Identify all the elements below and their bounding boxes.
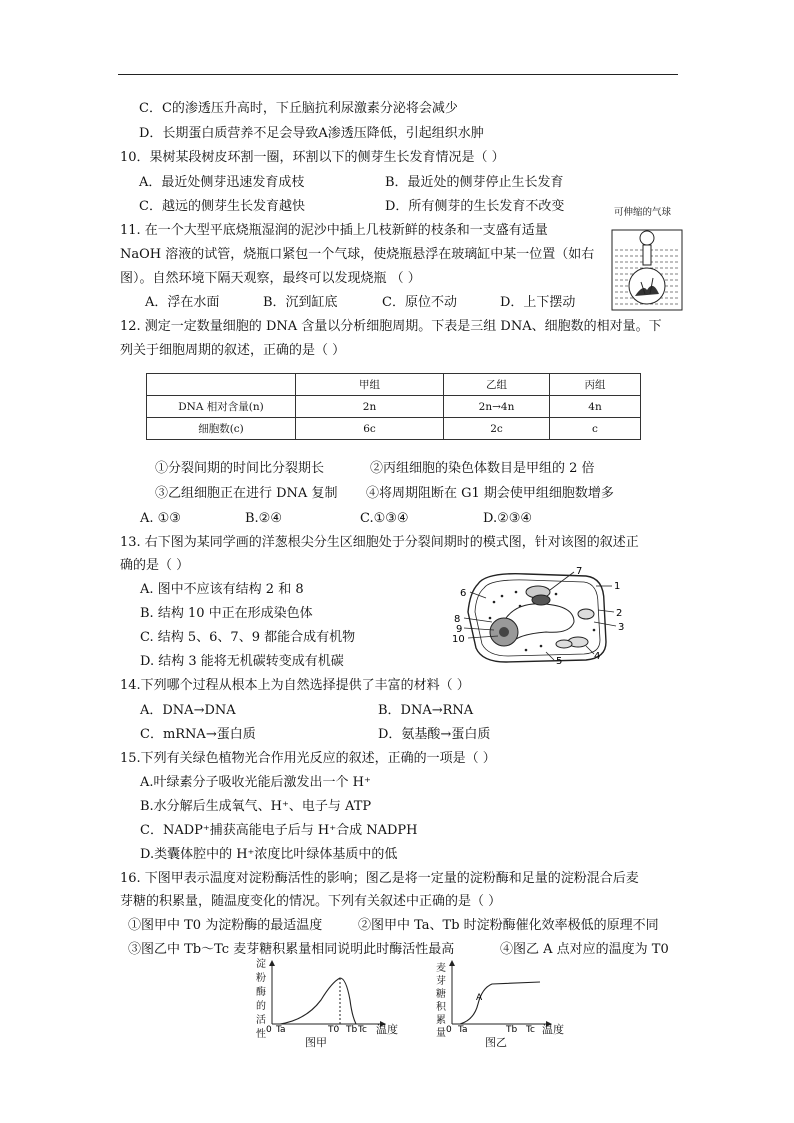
cell-label-10: 10 <box>452 634 465 645</box>
graph1-tick-tb: Tb <box>346 1025 358 1035</box>
graph1-tick-tc: Tc <box>358 1025 367 1035</box>
q10-option-d: D．所有侧芽的生长发育不改变 <box>385 199 565 214</box>
q16-statement-1: ①图甲中 T0 为淀粉酶的最适温度 <box>128 918 323 933</box>
graph1-tick-0: 0 <box>266 1025 272 1035</box>
q15-option-a: A.叶绿素分子吸收光能后激发出一个 H⁺ <box>140 775 371 790</box>
table-cell: c <box>550 418 641 440</box>
graph2-ylabel: 麦芽糖积累量 <box>436 963 446 1039</box>
q15-option-c: C．NADP⁺捕获高能电子后与 H⁺合成 NADPH <box>140 823 418 838</box>
q11-option-c: C．原位不动 <box>382 295 457 310</box>
table-header-cell: 丙组 <box>550 374 641 396</box>
q14-option-d: D．氨基酸→蛋白质 <box>378 727 491 742</box>
table-header-cell <box>147 374 296 396</box>
table-cell: 2c <box>444 418 550 440</box>
q15-option-d: D.类囊体腔中的 H⁺浓度比叶绿体基质中的低 <box>140 847 398 862</box>
table-header-cell: 乙组 <box>444 374 550 396</box>
graph1-xlabel: 温度 <box>376 1023 398 1036</box>
graph1-ylabel: 淀粉酶的活性 <box>256 959 266 1040</box>
cell-label-3: 3 <box>618 622 625 633</box>
q10-option-a: A．最近处侧芽迅速发育成枝 <box>139 175 305 190</box>
q16-statement-2: ②图甲中 Ta、Tb 时淀粉酶催化效率极低的原理不同 <box>358 918 659 933</box>
table-cell: 2n→4n <box>444 396 550 418</box>
q10-stem: 10．果树某段树皮环割一圈，环割以下的侧芽生长发育情况是（ ） <box>120 150 505 165</box>
q14-option-c: C．mRNA→蛋白质 <box>140 727 256 742</box>
balloon-label: 可伸缩的气球 <box>614 207 672 218</box>
q15-stem: 15.下列有关绿色植物光合作用光反应的叙述，正确的一项是（ ） <box>120 751 496 766</box>
q12-option-b: B.②④ <box>245 511 282 526</box>
q13-option-c: C. 结构 5、6、7、9 都能合成有机物 <box>140 630 356 645</box>
q12-statement-4: ④将周期阻断在 G1 期会使甲组细胞数增多 <box>366 486 614 501</box>
table-cell: 2n <box>296 396 444 418</box>
q14-stem: 14.下列哪个过程从根本上为自然选择提供了丰富的材料（ ） <box>120 678 470 693</box>
cell-label-8: 8 <box>454 614 461 625</box>
cell-label-9: 9 <box>456 624 463 635</box>
q13-option-d: D. 结构 3 能将无机碳转变成有机碳 <box>140 654 344 669</box>
cell-label-5: 5 <box>556 656 563 667</box>
q11-line2: NaOH 溶液的试管，烧瓶口紧包一个气球，使烧瓶悬浮在玻璃缸中某一位置（如右 <box>120 247 595 262</box>
table-cell: 6c <box>296 418 444 440</box>
graph1-caption: 图甲 <box>305 1036 327 1049</box>
q11-option-a: A．浮在水面 <box>145 295 220 310</box>
plant-cell-diagram <box>446 562 636 670</box>
q15-option-b: B.水分解后生成氧气、H⁺、电子与 ATP <box>140 799 372 814</box>
table-cell: DNA 相对含量(n) <box>147 396 296 418</box>
table-cell: 细胞数(c) <box>147 418 296 440</box>
table-row <box>147 396 641 418</box>
q16-line1: 16. 下图甲表示温度对淀粉酶活性的影响；图乙是将一定量的淀粉酶和足量的淀粉混合后麦 <box>120 871 639 886</box>
graph2-tick-ta: Ta <box>458 1025 468 1035</box>
q11-line3: 图）。自然环境下隔天观察，最终可以发现烧瓶 （ ） <box>120 271 421 286</box>
dna-table <box>146 373 641 440</box>
graph2-caption: 图乙 <box>485 1036 507 1049</box>
q11-line1: 11. 在一个大型平底烧瓶湿润的泥沙中插上几枝新鲜的枝条和一支盛有适量 <box>120 223 548 238</box>
q10-option-c: C．越远的侧芽生长发育越快 <box>139 199 305 214</box>
q12-option-c: C.①③④ <box>360 511 409 526</box>
q12-option-a: A. ①③ <box>140 511 181 526</box>
table-cell: 4n <box>550 396 641 418</box>
q16-line2: 芽糖的积累量，随温度变化的情况。下列有关叙述中正确的是（ ） <box>120 894 502 909</box>
cell-label-7: 7 <box>576 566 583 577</box>
graph1-tick-t0: T0 <box>328 1025 340 1035</box>
graph2-tick-tb: Tb <box>506 1025 518 1035</box>
q16-statement-4: ④图乙 A 点对应的温度为 T0 <box>500 942 669 957</box>
q12-statement-3: ③乙组细胞正在进行 DNA 复制 <box>155 486 338 501</box>
cell-label-1: 1 <box>614 581 621 592</box>
q14-option-b: B．DNA→RNA <box>378 703 474 718</box>
q13-option-b: B. 结构 10 中正在形成染色体 <box>140 606 313 621</box>
q13-line1: 13. 右下图为某同学画的洋葱根尖分生区细胞处于分裂间期时的模式图，针对该图的叙述正 <box>120 535 639 550</box>
q13-line2: 确的是（ ） <box>120 558 190 573</box>
graph2-xlabel: 温度 <box>542 1023 564 1036</box>
graph1-tick-ta: Ta <box>276 1025 286 1035</box>
q10-option-b: B．最近处的侧芽停止生长发育 <box>385 175 564 190</box>
q14-option-a: A．DNA→DNA <box>140 703 236 718</box>
table-header-cell: 甲组 <box>296 374 444 396</box>
q16-statement-3: ③图乙中 Tb～Tc 麦芽糖积累量相同说明此时酶活性最高 <box>128 942 455 957</box>
q9-option-c: C．C的渗透压升高时，下丘脑抗利尿激素分泌将会减少 <box>139 101 458 116</box>
q12-option-d: D.②③④ <box>483 511 533 526</box>
graph2-point-a: A <box>476 993 483 1003</box>
table-row <box>147 418 641 440</box>
graph2-tick-0: 0 <box>446 1025 452 1035</box>
q11-option-d: D．上下摆动 <box>500 295 576 310</box>
table-header-row <box>147 374 641 396</box>
cell-label-4: 4 <box>594 651 601 662</box>
cell-label-2: 2 <box>616 608 623 619</box>
q13-option-a: A. 图中不应该有结构 2 和 8 <box>140 582 304 597</box>
q11-option-b: B．沉到缸底 <box>263 295 338 310</box>
graph2-tick-tc: Tc <box>526 1025 535 1035</box>
q12-line2: 列关于细胞周期的叙述，正确的是（ ） <box>120 343 346 358</box>
cell-label-6: 6 <box>460 588 467 599</box>
flask-figure <box>609 220 685 312</box>
q9-option-d: D．长期蛋白质营养不足会导致A渗透压降低，引起组织水肿 <box>139 126 484 141</box>
header-rule <box>118 74 678 75</box>
q12-line1: 12. 测定一定数量细胞的 DNA 含量以分析细胞周期。下表是三组 DNA、细胞数的相对量。下 <box>120 319 662 334</box>
q12-statement-2: ②丙组细胞的染色体数目是甲组的 2 倍 <box>370 461 595 476</box>
q12-statement-1: ①分裂间期的时间比分裂期长 <box>155 461 325 476</box>
